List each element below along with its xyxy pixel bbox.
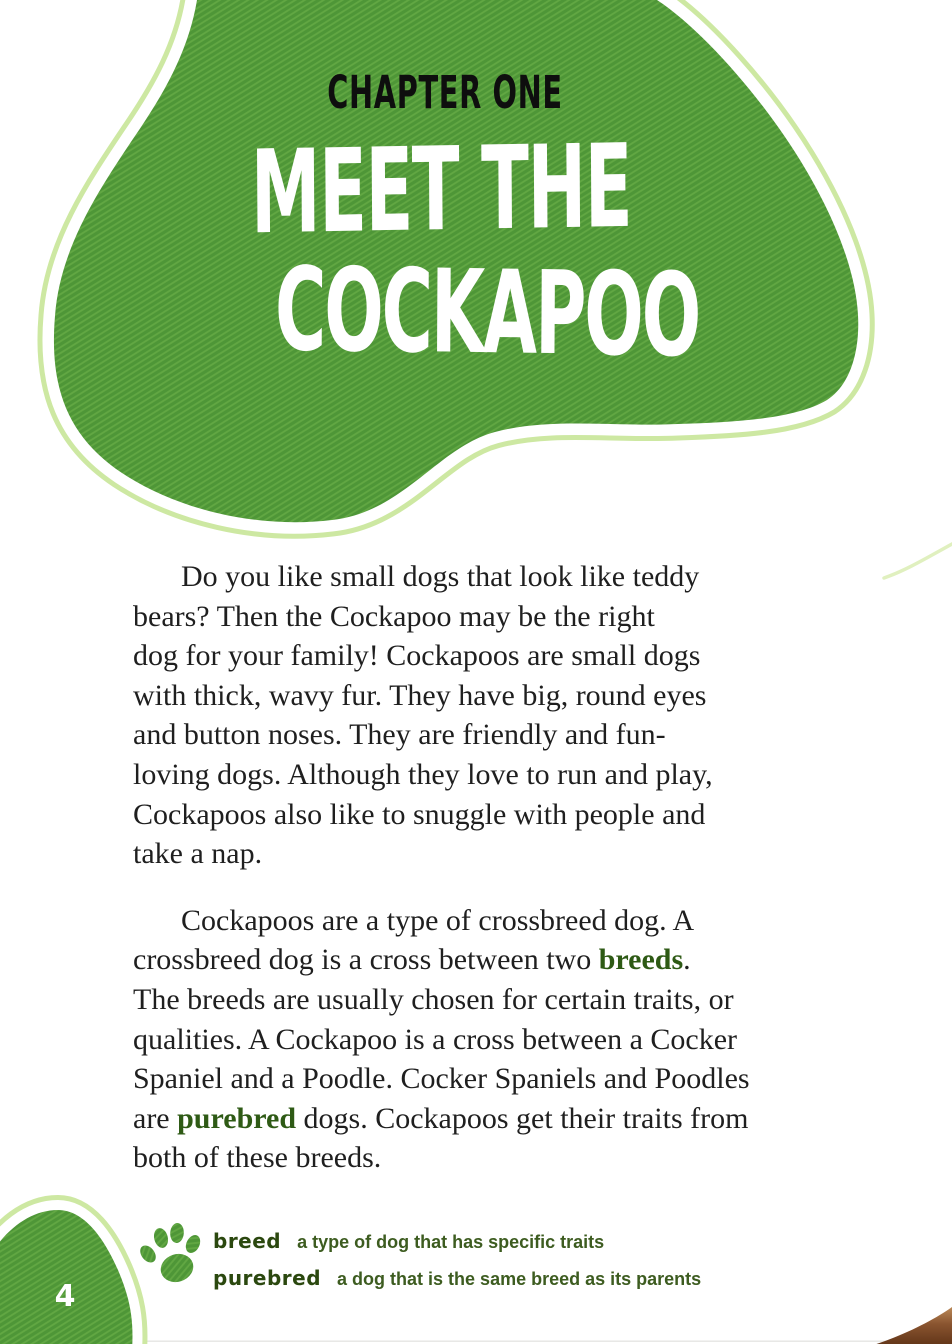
glossary-definition: a type of dog that has specific traits	[297, 1232, 605, 1252]
paragraph-line: with thick, wavy fur. They have big, round eyes	[133, 678, 707, 712]
page-number: 4	[54, 1279, 76, 1314]
banner-blob-fill	[54, 0, 858, 522]
glossary-linked-term: breeds	[598, 943, 684, 977]
paragraph-line: are purebred dogs. Cockapoos get their traits from	[133, 1101, 749, 1135]
paragraph-line: Cockapoos also like to snuggle with people and	[133, 797, 706, 831]
page-bottom-decoration	[0, 1190, 952, 1344]
glossary-term: breed	[213, 1229, 282, 1253]
page-corner-photo	[864, 1304, 952, 1344]
glossary-term: purebred	[213, 1266, 322, 1290]
paragraph-line: take a nap.	[133, 837, 263, 871]
paragraph-line: crossbreed dog is a cross between two breeds.	[133, 943, 691, 977]
paragraph-line: Do you like small dogs that look like teddy	[181, 560, 700, 593]
body-text	[133, 557, 853, 1178]
glossary-linked-term: purebred	[177, 1101, 297, 1135]
paragraph-line: and button noses. They are friendly and fun-	[133, 718, 666, 752]
chapter-title-line1: MEET THE	[250, 118, 632, 260]
paragraph-line: Cockapoos are a type of crossbreed dog. A	[181, 903, 695, 937]
paragraph-line: The breeds are usually chosen for certain traits, or	[133, 982, 734, 1016]
paragraph-line: dog for your family! Cockapoos are small dogs	[133, 639, 701, 673]
paragraph-line: bears? Then the Cockapoo may be the right	[133, 599, 655, 633]
glossary-definition: a dog that is the same breed as its parents	[337, 1269, 702, 1289]
chapter-title-line2: COCKAPOO	[274, 242, 700, 383]
chapter-label: CHAPTER ONE	[327, 66, 563, 119]
paragraph	[133, 557, 853, 874]
paragraph	[133, 901, 853, 1178]
paragraph-line: Spaniel and a Poodle. Cocker Spaniels and Poodles	[133, 1062, 750, 1096]
chapter-banner-blob	[0, 0, 952, 580]
paragraph-line: loving dogs. Although they love to run and play,	[133, 757, 713, 791]
page-edge-decoration	[882, 540, 952, 580]
paragraph-line: qualities. A Cockapoo is a cross between a Cocker	[133, 1022, 738, 1056]
paragraph-line: both of these breeds.	[133, 1141, 382, 1175]
paw-print-icon	[137, 1223, 203, 1287]
page-number-blob	[0, 1210, 132, 1344]
